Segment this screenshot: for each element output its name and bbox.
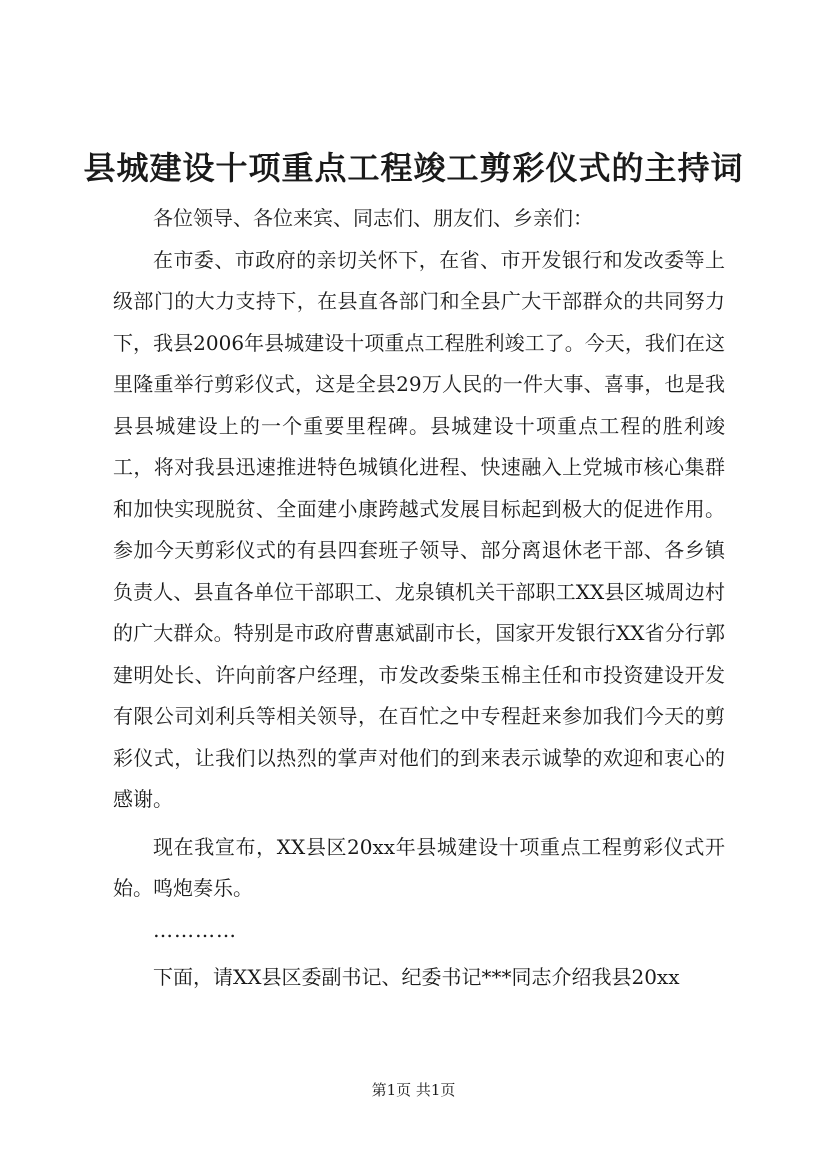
document-body	[113, 198, 725, 999]
document-title: 县城建设十项重点工程竣工剪彩仪式的主持词	[83, 149, 744, 187]
announcement-paragraph: 现在我宣布，XX县区20xx年县城建设十项重点工程剪彩仪式开始。鸣炮奏乐。	[113, 834, 725, 900]
ellipsis-separator: …………	[153, 917, 237, 942]
page-number-footer: 第1页 共1页	[371, 1081, 456, 1099]
next-speaker-paragraph: 下面，请XX县区委副书记、纪委书记***同志介绍我县20xx	[153, 965, 680, 989]
salutation-paragraph: 各位领导、各位来宾、同志们、朋友们、乡亲们：	[153, 206, 593, 230]
body-paragraph: 在市委、市政府的亲切关怀下，在省、市开发银行和发改委等上级部门的大力支持下，在县直各部门和全县广大干部群众的共同努力下，我县2006年县城建设十项重点工程胜利竣工了。今天，我们在这里隆重举行剪彩仪式，这是全县29万人民的一件大事、喜事，也是我县县城建设上的一个重要里程碑。县城建设十项重点工程的胜利竣工，将对我县迅速推进特色城镇化进程、快速融入上党城市核心集群和加快实现脱贫、全面建小康跨越式发展目标起到极大的促进作用。参加今天剪彩仪式的有县四套班子领导、部分离退休老干部、各乡镇负责人、县直各单位干部职工、龙泉镇机关干部职工XX县区城周边村的广大群众。特别是市政府曹惠斌副市长，国家开发银行XX省分行郭建明处长、许向前客户经理，市发改委柴玉棉主任和市投资建设开发有限公司刘利兵等相关领导，在百忙之中专程赶来参加我们今天的剪彩仪式，让我们以热烈的掌声对他们的到来表示诚挚的欢迎和衷心的感谢。	[113, 247, 725, 811]
